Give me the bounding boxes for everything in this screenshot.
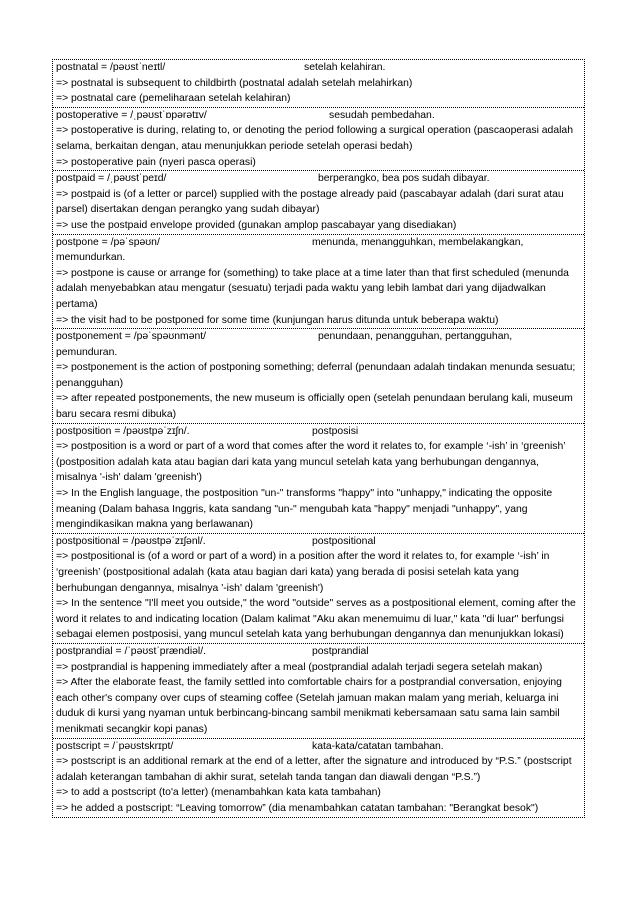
entry-term: postnatal = /pəʊstˈneɪtl/ — [56, 62, 166, 73]
entry-line: => After the elaborate feast, the family settled into comfortable chairs for a postprandial conversation, enjoying each other's company over cups of steaming coffee (Setelah jamuan makan malam yang meriah, keluarga ini duduk di kursi yang nyaman untuk berbincang-bincang sambil menikmati kebersamaan satu sama lain sambil menikmati secangkir kopi panas) — [56, 677, 562, 735]
entry-heading — [56, 235, 581, 251]
entry-heading — [56, 739, 581, 755]
entry-line: pemunduran. — [56, 346, 118, 358]
entry-line: => postponement is the action of postponing something; deferral (penundaan adalah tindakan menunda sesuatu; penangguhan) — [56, 362, 576, 389]
entry-heading — [56, 424, 581, 440]
entry-line: => postpaid is (of a letter or parcel) supplied with the postage already paid (pascabayar adalah (dari surat atau parsel) disertakan dengan perangko yang sudah dibayar) — [56, 188, 564, 216]
entry-translation: penundaan, penangguhan, pertangguhan, — [318, 331, 513, 343]
entry-line: => after repeated postponements, the new museum is officially open (setelah penundaan berulang kali, museum baru secara resmi dibuka) — [56, 393, 573, 421]
entry-line: => to add a postscript (to'a letter) (menambahkan kata kata tambahan) — [56, 787, 381, 799]
entry-term: postoperative = /ˌpəʊstˈɒpərətɪv/ — [56, 109, 207, 121]
entry-heading — [56, 60, 581, 76]
entry-line: => postnatal care (pemeliharaan setelah kelahiran) — [56, 93, 291, 105]
glossary-entry — [53, 234, 584, 329]
glossary-entry — [53, 60, 584, 107]
entry-line: => postoperative is during, relating to, or denoting the period following a surgical operation (pascaoperasi adalah selama, berkaitan dengan, atau menunjukkan periode setelah operasi bedah) — [56, 125, 573, 152]
entry-line: => In the sentence "I'll meet you outside," the word "outside" serves as a postpositional element, coming after the word it relates to and indicating location (Dalam kalimat "Aku akan menemuimu di luar," kata "di luar" berfungsi sebagai elemen postposisi, yang muncul setelah kata yang berhubungan dengannya dan menunjukkan lokasi) — [56, 598, 576, 641]
glossary-entry — [53, 107, 584, 170]
entry-line: memundurkan. — [56, 252, 126, 264]
entry-term: postprandial = /ˈpəʊstˈprændiəl/. — [56, 645, 207, 657]
entry-translation: postposisi — [312, 425, 359, 437]
entry-heading — [56, 644, 581, 660]
entry-line: => postpositional is (of a word or part of a word) in a position after the word it relates to, for example ‘-ish’ in ‘greenish’ (postpositional adalah (kata atau bagian dari kata) yang berada di posisi setelah kata yang berhubungan dengannya, misalnya '-ish' dalam 'greenish') — [56, 551, 550, 594]
entry-heading — [56, 329, 581, 345]
entry-line: => postnatal is subsequent to childbirth (postnatal adalah setelah melahirkan) — [56, 77, 413, 89]
entry-term: postpaid = /ˌpəʊstˈpeɪd/ — [56, 173, 167, 185]
entry-translation: kata-kata/catatan tambahan. — [312, 740, 444, 752]
entry-translation: berperangko, bea pos sudah dibayar. — [318, 173, 490, 185]
entry-heading — [56, 534, 581, 550]
entry-term: postponement = /pəˈspəʊnmənt/ — [56, 331, 207, 343]
entry-line: => use the postpaid envelope provided (gunakan amplop pascabayar yang disediakan) — [56, 219, 457, 231]
entry-line: => In the English language, the postposition "un-" transforms "happy" into "unhappy," indicating the opposite meaning (Dalam bahasa Inggris, kata sandang "un-" mengubah kata "happy" menjadi "unhappy", yang mengindikasikan makna yang berlawanan) — [56, 488, 553, 531]
entry-term: postposition = /pəʊstpəˈzɪʃn/. — [56, 425, 190, 437]
entry-line: => he added a postscript: “Leaving tomorrow” (dia menambahkan catatan tambahan: "Berangkat besok") — [56, 802, 539, 814]
entry-heading — [56, 108, 581, 124]
entry-translation: postprandial — [312, 645, 369, 657]
entry-translation: postpositional — [312, 535, 376, 547]
glossary-entry — [53, 533, 584, 643]
entry-term: postpositional = /pəʊstpəˈzɪʃənl/. — [56, 535, 206, 547]
glossary-entry — [53, 738, 584, 817]
glossary-entry — [53, 643, 584, 738]
glossary-entry — [53, 170, 584, 233]
entry-line: => postposition is a word or part of a word that comes after the word it relates to, for example ‘-ish’ in ‘greenish’ (postposition adalah kata atau bagian dari kata yang muncul setelah kata yang berhubungan dengannya, misalnya '-ish' dalam 'greenish') — [56, 441, 566, 484]
entry-line: => postpone is cause or arrange for (something) to take place at a time later than that first scheduled (menunda adalah menyebabkan atau mengatur (sesuatu) terjadi pada waktu yang lebih lambat dari yang dijadwalkan pertama) — [56, 267, 569, 310]
entry-translation: sesudah pembedahan. — [329, 109, 435, 121]
entry-term: postscript = /ˈpəʊstskrɪpt/ — [56, 740, 174, 752]
glossary-entry — [53, 423, 584, 533]
entry-term: postpone = /pəˈspəʊn/ — [56, 236, 160, 248]
glossary-entry — [53, 328, 584, 423]
entry-line: => postscript is an additional remark at the end of a letter, after the signature and introduced by “P.S.” (postscript adalah keterangan tambahan di akhir surat, setelah tanda tangan dan diawali dengan “P.S.”) — [56, 756, 572, 783]
glossary-document — [52, 59, 585, 818]
entry-line: => the visit had to be postponed for some time (kunjungan harus ditunda untuk beberapa waktu) — [56, 314, 499, 326]
entry-translation: setelah kelahiran. — [304, 62, 386, 73]
entry-translation: menunda, menangguhkan, membelakangkan, — [312, 236, 524, 248]
entry-heading — [56, 171, 581, 187]
entry-line: => postoperative pain (nyeri pasca operasi) — [56, 156, 256, 168]
entry-line: => postprandial is happening immediately after a meal (postprandial adalah terjadi segera setelah makan) — [56, 661, 543, 673]
